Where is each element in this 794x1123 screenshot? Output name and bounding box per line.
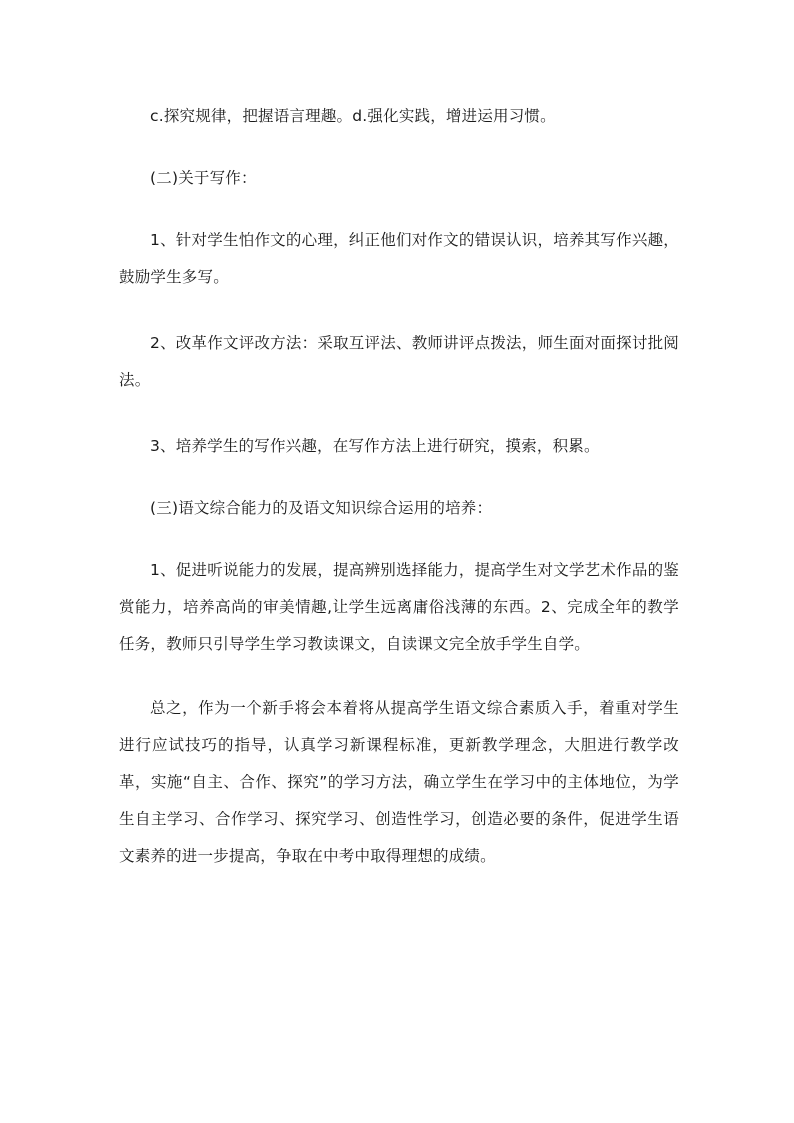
heading-writing: (二)关于写作： (150, 169, 257, 187)
paragraph-writing-3: 3、培养学生的写作兴趣，在写作方法上进行研究，摸索，积累。 (150, 437, 600, 455)
paragraph-writing-1: 1、针对学生怕作文的心理，纠正他们对作文的错误认识，培养其写作兴趣，鼓励学生多写。 (119, 231, 679, 286)
heading-comprehensive-ability: (三)语文综合能力的及语文知识综合运用的培养： (150, 499, 493, 517)
paragraph-practice-habits: c.探究规律，把握语言理趣。d.强化实践，增进运用习惯。 (150, 107, 556, 125)
paragraph-writing-2: 2、改革作文评改方法：采取互评法、教师讲评点拨法，师生面对面探讨批阅法。 (119, 334, 679, 389)
paragraph-comprehensive-1: 1、促进听说能力的发展，提高辨别选择能力，提高学生对文学艺术作品的鉴赏能力，培养高尚的审美情趣,让学生远离庸俗浅薄的东西。2、完成全年的教学任务，教师只引导学生学习教读课文，自读课文完全放手学生自学。 (119, 561, 679, 653)
paragraph-conclusion: 总之，作为一个新手将会本着将从提高学生语文综合素质入手，着重对学生进行应试技巧的指导，认真学习新课程标准，更新教学理念，大胆进行教学改革，实施“自主、合作、探究”的学习方法，确立学生在学习中的主体地位，为学生自主学习、合作学习、探究学习、创造性学习，创造必要的条件，促进学生语文素养的进一步提高，争取在中考中取得理想的成绩。 (119, 699, 679, 865)
